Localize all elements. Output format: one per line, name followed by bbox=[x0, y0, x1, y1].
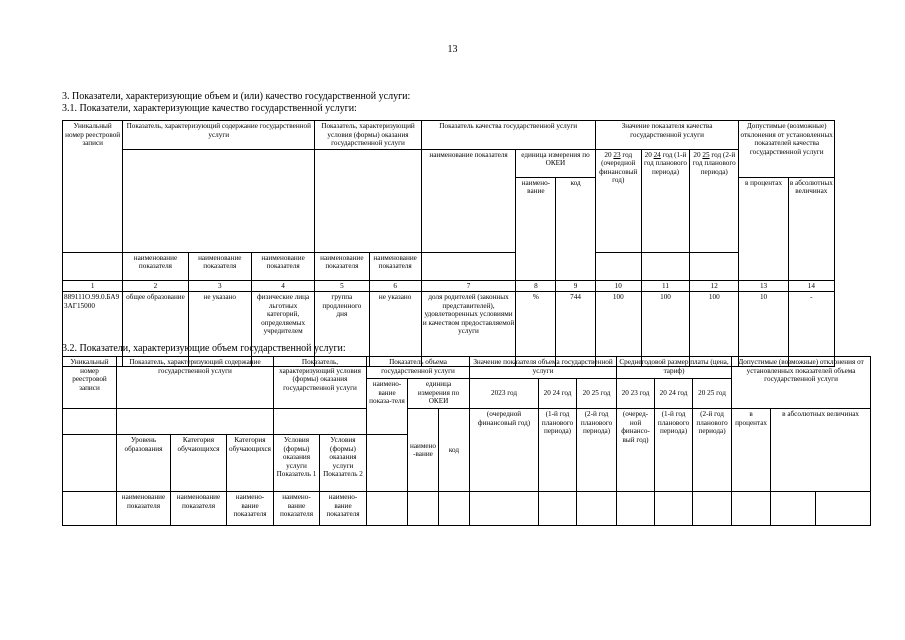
empty-cell bbox=[693, 492, 732, 526]
condition-2-cell: не указано bbox=[369, 292, 421, 367]
unique-number-spacer-2 bbox=[63, 435, 117, 492]
student-category-header: Категория обучающихся bbox=[171, 435, 227, 492]
empty-cell bbox=[577, 492, 617, 526]
section-3-2-title: 3.2. Показатели, характеризующие объем государственной услуги: bbox=[62, 343, 346, 354]
condition-1-cell: группа продленного дня bbox=[315, 292, 369, 367]
content-spacer bbox=[117, 409, 274, 435]
unit-name-header: наимено-вание bbox=[516, 177, 556, 280]
year-2024-header bbox=[641, 149, 689, 252]
unique-number-spacer-3 bbox=[63, 492, 117, 526]
fee-2025-header: 20 25 год bbox=[693, 379, 732, 409]
value-2023-cell: 100 bbox=[595, 292, 641, 367]
column-number: 13 bbox=[739, 280, 788, 292]
quality-indicator-cell: доля родителей (законных представителей), удовлетворенных условиями и качеством предоставляемой услуги bbox=[421, 292, 515, 367]
volume-2023-sub: (очередной финансовый год) bbox=[470, 409, 539, 492]
quality-values-header: Значение показателя качества государственной услуги bbox=[595, 121, 739, 150]
quality-unit-header: единица измерения по ОКЕИ bbox=[516, 149, 595, 177]
volume-unit-header: единица измерения по ОКЕИ bbox=[408, 379, 470, 409]
registry-number-cell: 889111О.99.0.БА93АГ15000 bbox=[63, 292, 123, 367]
student-category-2-cell: физические лица льготных категорий, определяемых учредителем bbox=[251, 292, 314, 367]
content-indicator-header: Показатель, характеризующий содержание государственной услуги bbox=[123, 121, 315, 150]
empty-cell bbox=[732, 492, 771, 526]
fee-2023-sub: (очеред-ной финансо-вый год) bbox=[617, 409, 655, 492]
indicator-name-4: наимено-вание показателя bbox=[274, 492, 320, 526]
year-2023-number: 23 bbox=[613, 150, 621, 159]
year-2024-spacer bbox=[641, 252, 689, 280]
deviation-percent-header: в процентах bbox=[732, 409, 771, 492]
fee-header: Среднегодовой размер платы (цена, тариф) bbox=[617, 357, 732, 379]
indicator-name-5: наименование показателя bbox=[369, 252, 421, 280]
conditions-indicator-header: Показатель, характеризующий условия (формы) оказания государственной услуги bbox=[274, 357, 367, 409]
year-2024-number: 24 bbox=[653, 150, 661, 159]
volume-2023-header: 2023 год bbox=[470, 379, 539, 409]
indicator-name-5: наимено-вание показателя bbox=[320, 492, 367, 526]
indicator-name-2: наименование показателя bbox=[171, 492, 227, 526]
indicator-name-1: наименование показателя bbox=[117, 492, 171, 526]
empty-cell bbox=[617, 492, 655, 526]
column-number: 1 bbox=[63, 280, 123, 292]
condition-2-header: Условия (формы) оказания услуги Показатель 2 bbox=[320, 435, 367, 492]
fee-2025-sub: (2-й год планового периода) bbox=[693, 409, 732, 492]
volume-values-header: Значение показателя объема государственной услуги bbox=[470, 357, 617, 379]
content-subheader bbox=[123, 149, 315, 252]
condition-1-header: Условия (формы) оказания услуги Показатель 1 bbox=[274, 435, 320, 492]
student-category-2-header: Категория обучающихся bbox=[227, 435, 274, 492]
fee-2024-header: 20 24 год bbox=[655, 379, 693, 409]
unit-code-cell: 744 bbox=[556, 292, 595, 367]
year-2025-number: 25 bbox=[702, 150, 710, 159]
column-number: 8 bbox=[516, 280, 556, 292]
page-number: 13 bbox=[447, 44, 458, 55]
empty-cell bbox=[470, 492, 539, 526]
column-number: 7 bbox=[421, 280, 515, 292]
unique-number-spacer bbox=[63, 409, 117, 435]
year-2025-spacer bbox=[690, 252, 739, 280]
unit-name-cell: % bbox=[516, 292, 556, 367]
deviation-header: Допустимые (возможные) отклонения от установленных показателей качества государственной услуги bbox=[739, 121, 835, 178]
column-number: 2 bbox=[123, 280, 188, 292]
column-number: 11 bbox=[641, 280, 689, 292]
column-number: 4 bbox=[251, 280, 314, 292]
section-3-title: 3. Показатели, характеризующие объем и (или) качество государственной услуги: bbox=[62, 91, 411, 102]
section-3-1-title: 3.1. Показатели, характеризующие качество государственной услуги: bbox=[62, 103, 357, 114]
empty-cell bbox=[367, 492, 408, 526]
indicator-name-3: наименование показателя bbox=[251, 252, 314, 280]
column-number: 9 bbox=[556, 280, 595, 292]
year-2023-header bbox=[595, 149, 641, 252]
deviation-percent-header: в процентах bbox=[739, 177, 788, 280]
quality-name-spacer bbox=[421, 252, 515, 280]
empty-cell bbox=[539, 492, 577, 526]
column-number: 12 bbox=[690, 280, 739, 292]
deviation-absolute-header: в абсолютных величинах bbox=[771, 409, 871, 492]
year-2024-prefix: 20 bbox=[644, 150, 652, 159]
year-2023-spacer bbox=[595, 252, 641, 280]
quality-indicator-header: Показатель качества государственной услуги bbox=[421, 121, 595, 150]
indicator-name-2: наименование показателя bbox=[188, 252, 251, 280]
conditions-spacer bbox=[274, 409, 367, 435]
empty-cell bbox=[439, 492, 470, 526]
volume-2025-sub: (2-й год планового периода) bbox=[577, 409, 617, 492]
empty-cell bbox=[408, 492, 439, 526]
volume-indicator-header: Показатель объема государственной услуги bbox=[367, 357, 470, 379]
education-level-header: Уровень образования bbox=[117, 435, 171, 492]
volume-name-header: наимено-вание показа-теля bbox=[367, 379, 408, 435]
unique-number-spacer bbox=[63, 252, 123, 280]
empty-cell bbox=[771, 492, 816, 526]
conditions-indicator-header: Показатель, характеризующий условия (формы) оказания государственной услуги bbox=[315, 121, 422, 150]
quality-name-header: наименование показателя bbox=[421, 149, 515, 252]
unique-number-header: Уникальный номер реестровой записи bbox=[63, 357, 117, 409]
fee-2024-sub: (1-й год планового периода) bbox=[655, 409, 693, 492]
empty-cell bbox=[816, 492, 871, 526]
value-2025-cell: 100 bbox=[690, 292, 739, 367]
year-2025-prefix: 20 bbox=[693, 150, 701, 159]
volume-name-spacer bbox=[367, 435, 408, 492]
conditions-subheader bbox=[315, 149, 422, 252]
unit-code-header: код bbox=[439, 409, 470, 492]
unit-code-header: код bbox=[556, 177, 595, 280]
unique-number-header: Уникальный номер реестровой записи bbox=[63, 121, 123, 253]
deviation-header: Допустимые (возможные) отклонения от установленных показателей объема государственной услуги bbox=[732, 357, 871, 409]
unit-name-header: наимено-вание bbox=[408, 409, 439, 492]
empty-cell bbox=[655, 492, 693, 526]
column-number: 5 bbox=[315, 280, 369, 292]
column-number: 10 bbox=[595, 280, 641, 292]
content-indicator-header: Показатель, характеризующий содержание государственной услуги bbox=[117, 357, 274, 409]
indicator-name-3: наимено-вание показателя bbox=[227, 492, 274, 526]
quality-indicators-table bbox=[62, 120, 835, 367]
column-number: 6 bbox=[369, 280, 421, 292]
deviation-absolute-header: в абсолютных величинах bbox=[788, 177, 834, 280]
fee-2023-header: 20 23 год bbox=[617, 379, 655, 409]
volume-2024-sub: (1-й год планового периода) bbox=[539, 409, 577, 492]
value-2024-cell: 100 bbox=[641, 292, 689, 367]
column-number: 14 bbox=[788, 280, 834, 292]
deviation-absolute-cell: - bbox=[788, 292, 834, 367]
volume-indicators-table bbox=[62, 356, 871, 526]
indicator-name-1: наименование показателя bbox=[123, 252, 188, 280]
year-2023-prefix: 20 bbox=[604, 150, 612, 159]
deviation-percent-cell: 10 bbox=[739, 292, 788, 367]
indicator-name-4: наименование показателя bbox=[315, 252, 369, 280]
column-number: 3 bbox=[188, 280, 251, 292]
volume-2025-header: 20 25 год bbox=[577, 379, 617, 409]
volume-2024-header: 20 24 год bbox=[539, 379, 577, 409]
year-2024-caption: год (1-й год планового периода) bbox=[644, 150, 687, 176]
year-2025-header bbox=[690, 149, 739, 252]
year-2023-caption: год (очередной финансовый год) bbox=[599, 150, 638, 184]
year-2025-caption: год (2-й год планового периода) bbox=[692, 150, 736, 176]
student-category-cell: не указано bbox=[188, 292, 251, 367]
education-level-cell: общее образование bbox=[123, 292, 188, 367]
